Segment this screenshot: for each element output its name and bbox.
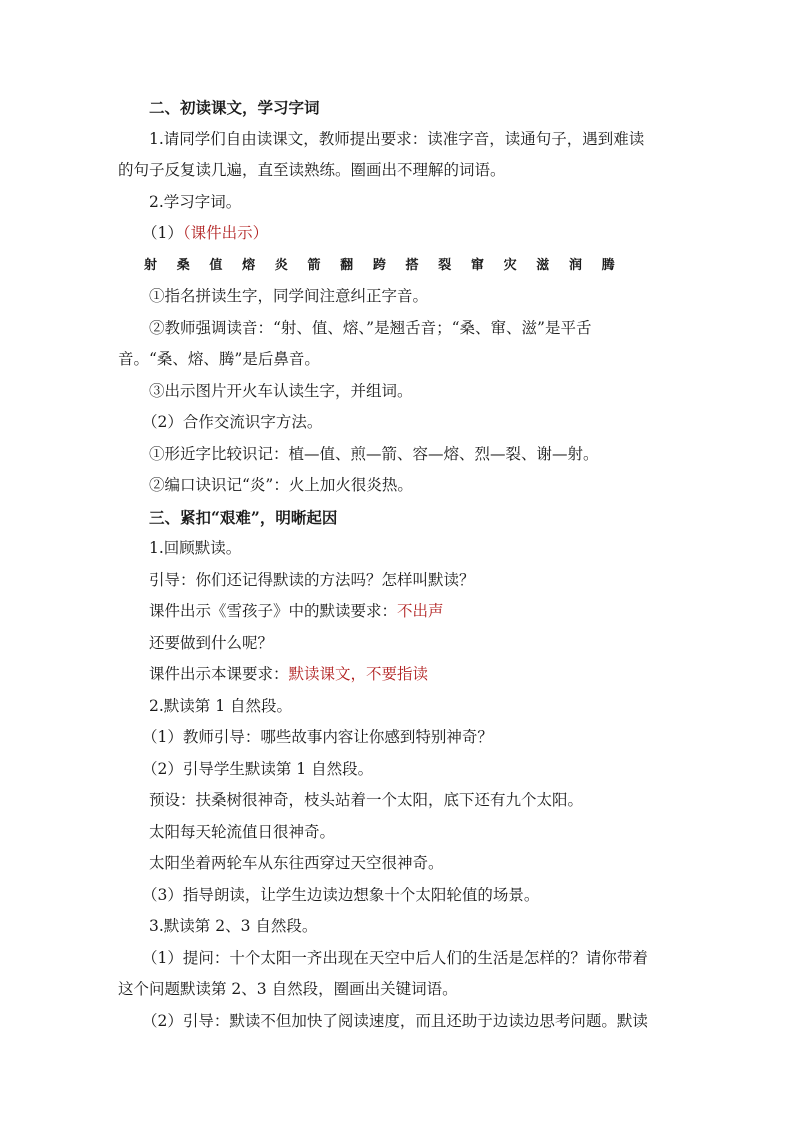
paragraph-line: ②教师强调读音：“射、值、熔、”是翘舌音；“桑、窜、滋”是平舌 [149,318,592,337]
section-heading-2: 二、初读课文，学习字词 [149,98,320,117]
highlight-text: 默读课文，不要指读 [288,665,429,683]
paragraph-text: 课件出示本课要求： [149,665,289,683]
character-item: 滋 [536,257,550,273]
paragraph-line: 太阳每天轮流值日很神奇。 [149,822,336,841]
character-item: 炎 [274,257,288,273]
paragraph-line: 太阳坐着两轮车从东往西穿过天空很神奇。 [149,854,444,872]
character-item: 润 [568,257,582,273]
document-body [118,92,678,1037]
paragraph-line: （2）引导学生默读第 1 自然段。 [142,759,374,778]
character-item: 裂 [438,257,452,273]
paragraph-line: 引导：你们还记得默读的方法吗？怎样叫默读？ [149,570,475,589]
paragraph-line: （2）合作交流识字方法。 [142,413,323,431]
character-item: 窜 [470,257,484,273]
character-item: 跨 [372,257,386,273]
paragraph-text: 课件出示《雪孩子》中的默读要求： [149,602,398,620]
paragraph-line [118,218,678,250]
section-heading-3: 三、紧扣“艰难”，明晰起因 [149,507,338,527]
paragraph-line: 这个问题默读第 2、3 自然段，圈画出关键词语。 [118,980,458,998]
paragraph-line: ③出示图片开火车认读生字，并组词。 [149,381,413,400]
paragraph-line: 2.默读第 1 自然段。 [149,696,293,715]
paragraph-line: 3.默读第 2、3 自然段。 [149,917,318,935]
character-item: 搭 [405,257,419,273]
paragraph-line: （1）教师引导：哪些故事内容让你感到特别神奇？ [142,728,493,746]
character-item: 灾 [503,257,517,273]
character-item: 桑 [176,257,190,273]
paragraph-line: 的句子反复读几遍，直至读熟练。圈画出不理解的词语。 [118,161,506,179]
character-item: 翻 [340,257,354,273]
paragraph-line [118,596,678,628]
character-item: 箭 [307,257,321,273]
character-list [118,250,678,282]
paragraph-line: （3）指导朗读，让学生边读边想象十个太阳轮值的场景。 [142,885,540,904]
paragraph-line: ①形近字比较识记：植—值、煎—箭、容—熔、烈—裂、谢—射。 [149,444,599,463]
highlight-text: （课件出示） [182,224,269,242]
highlight-text: 不出声 [397,602,444,620]
paragraph-line: 预设：扶桑树很神奇，枝头站着一个太阳，底下还有九个太阳。 [149,791,584,809]
paragraph-line [118,659,678,691]
character-item: 腾 [601,257,615,273]
character-item: 熔 [242,257,256,273]
item-number: （1） [142,224,183,242]
paragraph-line: 音。“桑、熔、腾”是后鼻音。 [118,350,320,368]
paragraph-line: （2）引导：默读不但加快了阅读速度，而且还助于边读边思考问题。默读 [142,1011,648,1030]
paragraph-line: 2.学习字词。 [149,192,242,211]
paragraph-line: ①指名拼读生字，同学间注意纠正字音。 [149,287,429,305]
paragraph-line: ②编口诀识记“炎”：火上加火很炎热。 [149,476,413,494]
paragraph-line: 1.请同学们自由读课文，教师提出要求：读准字音，读通句子，遇到难读 [149,129,645,148]
character-item: 值 [209,257,223,273]
paragraph-line: 还要做到什么呢？ [149,633,274,652]
paragraph-line: （1）提问：十个太阳一齐出现在天空中后人们的生活是怎样的？请你带着 [142,948,648,967]
character-item: 射 [144,257,158,273]
paragraph-line: 1.回顾默读。 [149,539,242,557]
